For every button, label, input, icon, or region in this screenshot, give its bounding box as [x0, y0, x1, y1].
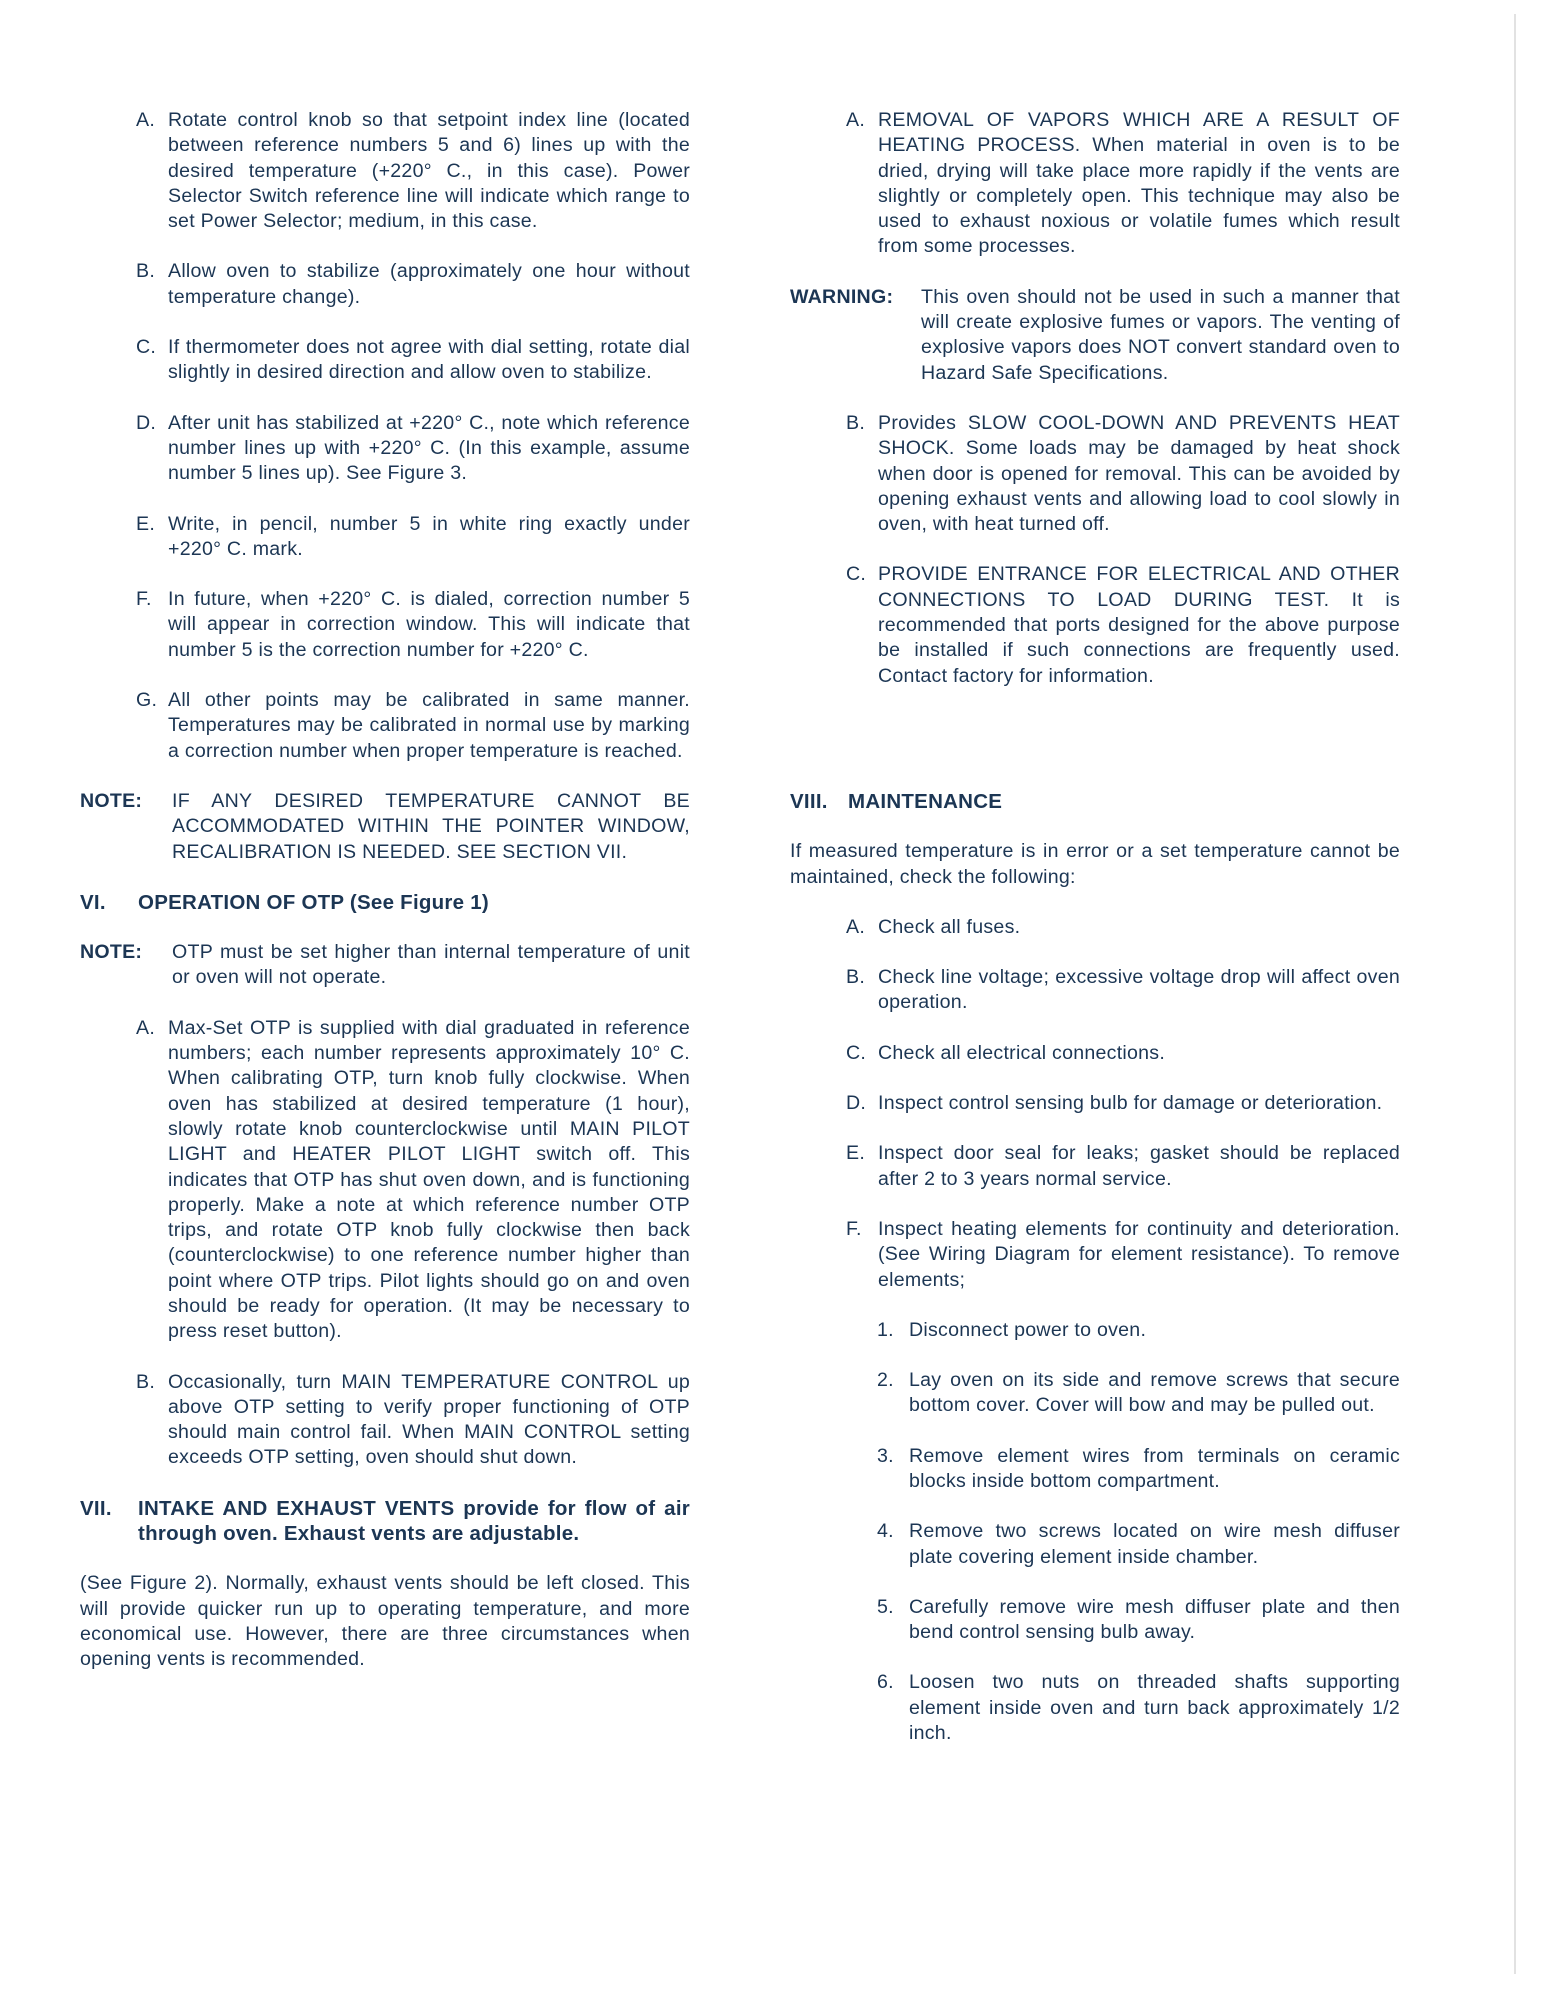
step-label: C. — [136, 336, 157, 359]
note-label: NOTE: — [80, 789, 143, 812]
maintenance-check — [790, 965, 1400, 1016]
section-heading-maintenance — [790, 789, 1400, 814]
step-label: F. — [846, 1217, 862, 1240]
step-text: If thermometer does not agree with dial setting, rotate dial slightly in desired direction and allow oven to stabilize. — [168, 336, 690, 384]
step-label: E. — [136, 512, 156, 535]
step-number: 6. — [877, 1671, 894, 1694]
note-text: OTP must be set higher than internal temperature of unit or oven will not operate. — [172, 941, 690, 989]
maintenance-check — [790, 1141, 1400, 1192]
section-title: INTAKE AND EXHAUST VENTS provide for flow of air through oven. Exhaust vents are adjustable. — [138, 1496, 690, 1546]
note-text: IF ANY DESIRED TEMPERATURE CANNOT BE ACCOMMODATED WITHIN THE POINTER WINDOW, RECALIBRATION IS NEEDED. SEE SECTION VII. — [172, 789, 690, 863]
maintenance-check — [790, 1217, 1400, 1293]
step-text: Occasionally, turn MAIN TEMPERATURE CONTROL up above OTP setting to verify proper functioning of OTP should main control fail. When MAIN CONTROL setting exceeds OTP setting, oven should shut down. — [168, 1370, 690, 1469]
section-number: VIII. — [790, 789, 828, 813]
step-text: Remove element wires from terminals on ceramic blocks inside bottom compartment. — [909, 1444, 1400, 1492]
step-text: REMOVAL OF VAPORS WHICH ARE A RESULT OF HEATING PROCESS. When material in oven is to be dried, drying will take place more rapidly if the vents are slightly or completely open. This technique may also be used to exhaust noxious or volatile fumes which result from some processes. — [878, 109, 1400, 258]
removal-step — [790, 1444, 1400, 1495]
step-text: Allow oven to stabilize (approximately one hour without temperature change). — [168, 260, 690, 308]
recalibration-note — [80, 789, 690, 865]
step-text: Lay oven on its side and remove screws that secure bottom cover. Cover will bow and may be pulled out. — [909, 1369, 1400, 1417]
removal-step — [790, 1318, 1400, 1343]
step-label: B. — [136, 1370, 156, 1393]
step-label: F. — [136, 588, 152, 611]
vent-circumstance — [790, 562, 1400, 688]
step-text: Max-Set OTP is supplied with dial graduated in reference numbers; each number represents approximately 10° C. When calibrating OTP, turn knob fully clockwise. When oven has stabilized at desired temperature (1 hour), slowly rotate knob counterclockwise until MAIN PILOT LIGHT and HEATER PILOT LIGHT switch off. This indicates that OTP has shut oven down, and is functioning properly. Make a note at which reference number OTP trips, and rotate OTP knob fully clockwise then back (counterclockwise) to one reference number higher than point where OTP trips. Pilot lights should go on and oven should be ready for operation. (It may be necessary to press reset button). — [168, 1016, 690, 1343]
calibration-step — [80, 108, 690, 234]
step-text: In future, when +220° C. is dialed, correction number 5 will appear in correction window. This will indicate that number 5 is the correction number for +220° C. — [168, 588, 690, 661]
step-label: B. — [846, 966, 866, 989]
calibration-step — [80, 512, 690, 563]
step-text: Check all electrical connections. — [878, 1041, 1166, 1064]
step-text: PROVIDE ENTRANCE FOR ELECTRICAL AND OTHER CONNECTIONS TO LOAD DURING TEST. It is recommended that ports designed for the above purpose be installed if such connections are frequently used. Contact factory for information. — [878, 563, 1400, 687]
warning-text: This oven should not be used in such a manner that will create explosive fumes or vapors. The venting of explosive vapors does NOT convert standard oven to Hazard Safe Specifications. — [921, 285, 1400, 384]
step-label: A. — [846, 915, 866, 938]
step-text: Inspect door seal for leaks; gasket should be replaced after 2 to 3 years normal service. — [878, 1142, 1400, 1190]
otp-note — [80, 940, 690, 991]
section-title: MAINTENANCE — [848, 789, 1003, 813]
step-number: 5. — [877, 1595, 894, 1618]
step-text: Inspect heating elements for continuity and deterioration. (See Wiring Diagram for element resistance). To remove elements; — [878, 1217, 1400, 1291]
step-text: All other points may be calibrated in same manner. Temperatures may be calibrated in normal use by marking a correction number when proper temperature is reached. — [168, 689, 690, 762]
note-label: NOTE: — [80, 941, 143, 964]
step-text: Remove two screws located on wire mesh diffuser plate covering element inside chamber. — [909, 1520, 1400, 1568]
right-column — [790, 108, 1400, 1746]
step-number: 3. — [877, 1444, 894, 1467]
step-text: Disconnect power to oven. — [909, 1318, 1147, 1341]
section-number: VI. — [80, 890, 106, 914]
step-label: A. — [136, 1016, 156, 1039]
removal-step — [790, 1368, 1400, 1419]
calibration-step — [80, 335, 690, 386]
step-text: Carefully remove wire mesh diffuser plate and then bend control sensing bulb away. — [909, 1595, 1400, 1644]
warning-note — [790, 285, 1400, 386]
step-number: 4. — [877, 1520, 894, 1543]
otp-step — [80, 1016, 690, 1345]
step-label: A. — [846, 109, 866, 131]
warning-label: WARNING: — [790, 285, 894, 308]
step-text: Inspect control sensing bulb for damage or deterioration. — [878, 1092, 1383, 1115]
step-label: C. — [846, 1041, 867, 1064]
step-label: G. — [136, 689, 158, 712]
section-heading-otp — [80, 890, 690, 915]
vent-circumstance — [790, 411, 1400, 537]
step-text: Check all fuses. — [878, 915, 1021, 938]
step-text: Write, in pencil, number 5 in white ring exactly under +220° C. mark. — [168, 512, 690, 560]
calibration-step — [80, 688, 690, 764]
otp-step — [80, 1370, 690, 1471]
step-number: 2. — [877, 1369, 894, 1392]
step-label: B. — [136, 260, 156, 283]
vents-paragraph: (See Figure 2). Normally, exhaust vents should be left closed. This will provide quicker run up to operating temperature, and more economical use. However, there are three circumstances when opening vents is recommended. — [80, 1572, 690, 1671]
maintenance-check — [790, 1041, 1400, 1066]
page-edge-line — [1514, 14, 1516, 1974]
step-label: D. — [846, 1092, 867, 1115]
step-text: Rotate control knob so that setpoint index line (located between reference numbers 5 and 6) lines up with the desired temperature (+220° C., in this case). Power Selector Switch reference line will indicate which range to set Power Selector; medium, in this case. — [168, 109, 690, 233]
left-column — [80, 108, 690, 1673]
step-label: D. — [136, 411, 157, 434]
section-number: VII. — [80, 1496, 112, 1520]
step-label: C. — [846, 563, 867, 586]
step-label: B. — [846, 411, 866, 434]
calibration-step — [80, 411, 690, 487]
step-text: After unit has stabilized at +220° C., note which reference number lines up with +220° C. (In this example, assume number 5 lines up). See Figure 3. — [168, 411, 690, 485]
step-text: Provides SLOW COOL-DOWN AND PREVENTS HEAT SHOCK. Some loads may be damaged by heat shock when door is opened for removal. This can be avoided by opening exhaust vents and allowing load to cool slowly in oven, with heat turned off. — [878, 411, 1400, 536]
step-label: A. — [136, 109, 156, 131]
section-heading-vents — [80, 1496, 690, 1547]
calibration-step — [80, 587, 690, 663]
removal-step — [790, 1519, 1400, 1570]
removal-step — [790, 1595, 1400, 1646]
maintenance-check — [790, 1091, 1400, 1116]
step-label: E. — [846, 1142, 866, 1165]
maintenance-check — [790, 915, 1400, 940]
step-text: Loosen two nuts on threaded shafts supporting element inside oven and turn back approximately 1/2 inch. — [909, 1671, 1400, 1745]
removal-step — [790, 1670, 1400, 1746]
step-number: 1. — [877, 1318, 894, 1341]
step-text: Check line voltage; excessive voltage drop will affect oven operation. — [878, 966, 1400, 1014]
maintenance-intro: If measured temperature is in error or a set temperature cannot be maintained, check the following: — [790, 840, 1400, 888]
calibration-step — [80, 259, 690, 310]
section-title: OPERATION OF OTP (See Figure 1) — [138, 890, 489, 914]
vent-circumstance — [790, 108, 1400, 260]
